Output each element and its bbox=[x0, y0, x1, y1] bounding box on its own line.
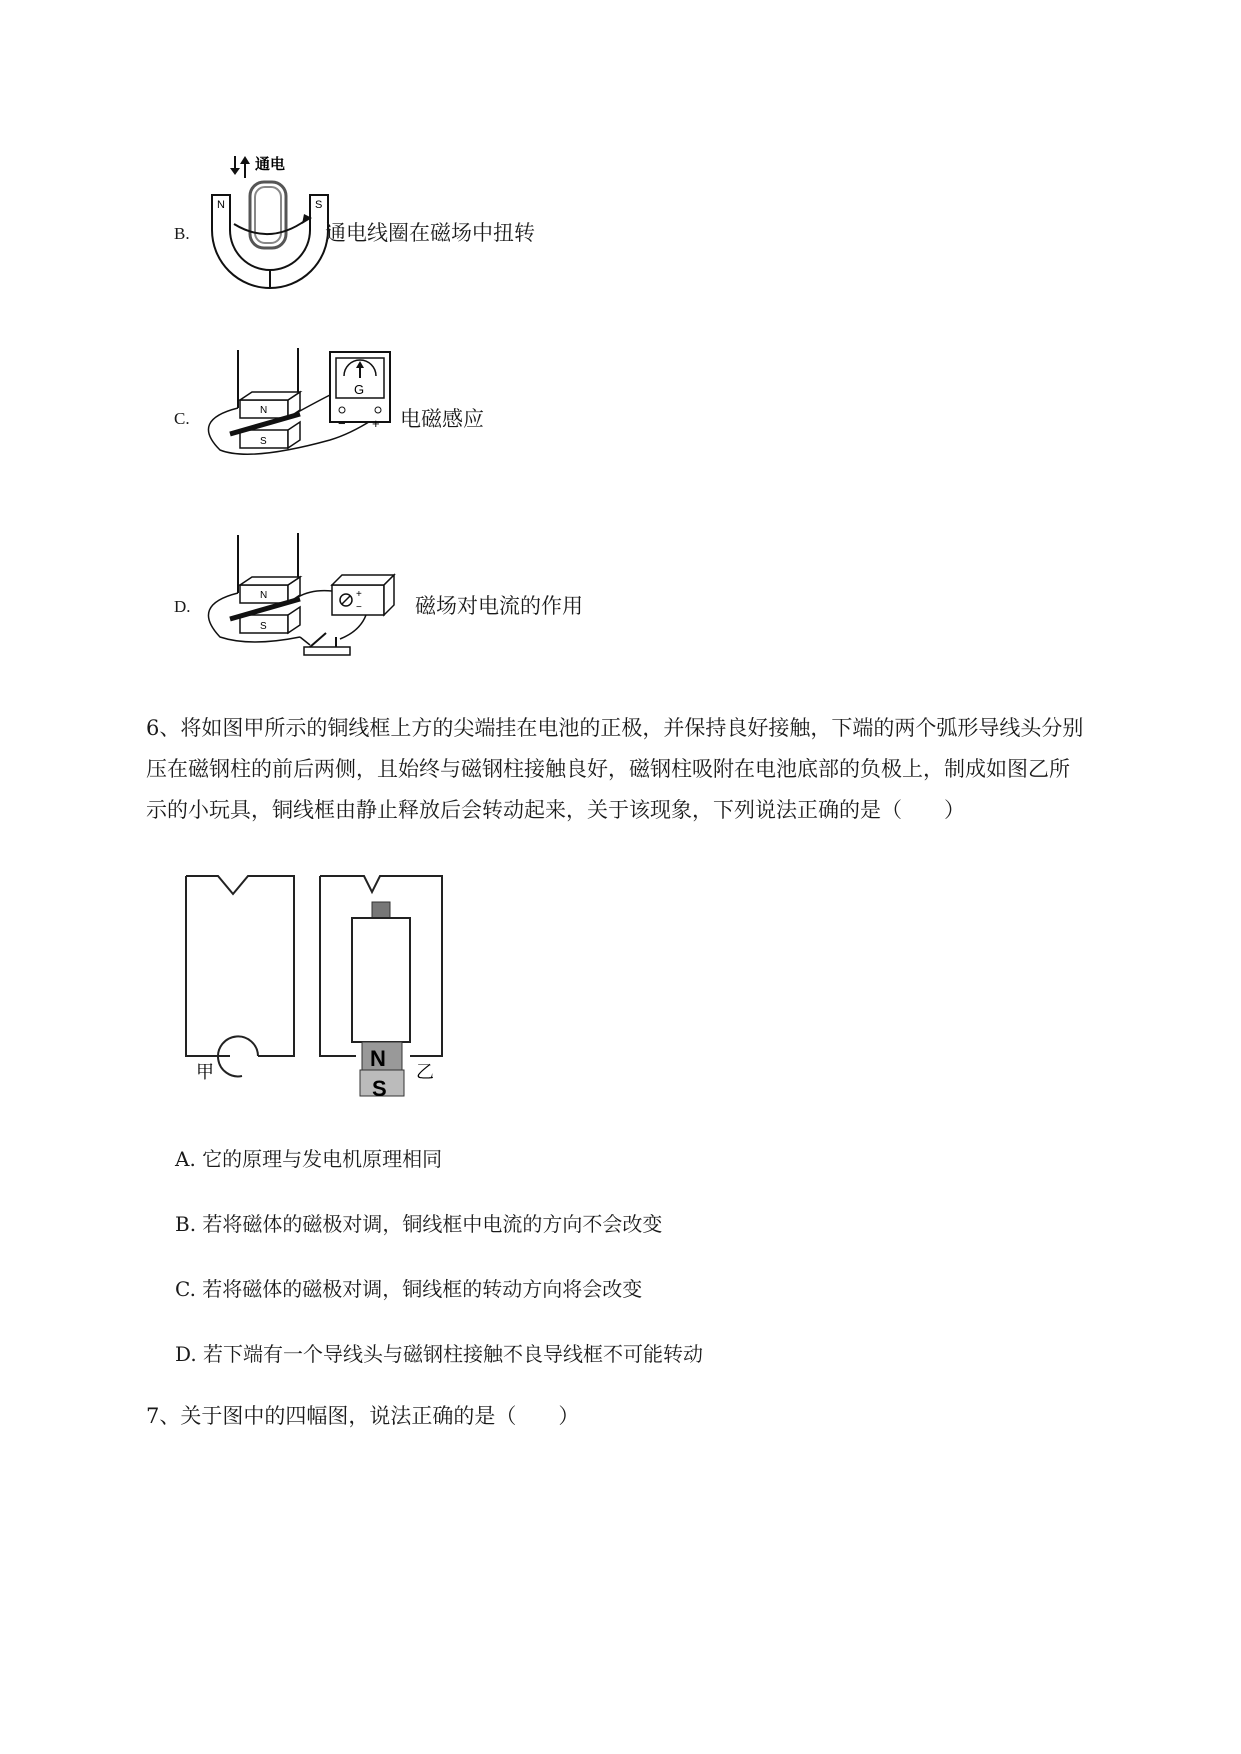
plus-terminal-label: + bbox=[372, 416, 380, 431]
figure-jia-label: 甲 bbox=[196, 1062, 214, 1082]
option-d-caption: 磁场对电流的作用 bbox=[415, 594, 583, 618]
lower-s-label: S bbox=[260, 621, 267, 632]
minus-terminal-label: − bbox=[356, 602, 362, 613]
option-d-letter: D. bbox=[174, 597, 191, 616]
magnet-s-label: S bbox=[315, 199, 323, 211]
question-7-text: 7、关于图中的四幅图，说法正确的是（ ） bbox=[146, 1404, 580, 1428]
upper-n-label: N bbox=[260, 405, 268, 416]
option-c-letter: C. bbox=[174, 409, 190, 428]
q6-option-a: A. 它的原理与发电机原理相同 bbox=[175, 1147, 443, 1171]
option-b-caption: 通电线圈在磁场中扭转 bbox=[325, 221, 535, 245]
option-b-letter: B. bbox=[174, 224, 190, 243]
question-6-line: 压在磁钢柱的前后两侧，且始终与磁钢柱接触良好，磁钢柱吸附在电池底部的负极上，制成如图乙所 bbox=[146, 757, 1070, 781]
electromagnetic-induction-figure bbox=[200, 350, 400, 470]
q6-option-d: D. 若下端有一个导线头与磁钢柱接触不良导线框不可能转动 bbox=[175, 1342, 704, 1366]
q6-option-c: C. 若将磁体的磁极对调，铜线框的转动方向将会改变 bbox=[175, 1277, 643, 1301]
lower-s-label: S bbox=[260, 436, 267, 447]
question-6-text bbox=[146, 708, 1156, 831]
galvanometer-g-label: G bbox=[354, 382, 365, 397]
magnet-n-label: N bbox=[370, 1046, 386, 1071]
copper-frame-figure bbox=[180, 870, 460, 1101]
minus-terminal-label: − bbox=[338, 416, 346, 431]
magnetic-force-figure bbox=[200, 535, 410, 665]
figure-yi-label: 乙 bbox=[416, 1062, 434, 1082]
question-6-line: 6、将如图甲所示的铜线框上方的尖端挂在电池的正极，并保持良好接触，下端的两个弧形导线头分别 bbox=[146, 716, 1084, 740]
q6-option-b: B. 若将磁体的磁极对调，铜线框中电流的方向不会改变 bbox=[175, 1212, 663, 1236]
option-c-caption: 电磁感应 bbox=[400, 407, 484, 431]
magnet-n-label: N bbox=[217, 199, 225, 211]
plus-terminal-label: + bbox=[356, 589, 362, 600]
magnet-s-label: S bbox=[372, 1076, 387, 1101]
coil-in-magnet-figure bbox=[200, 150, 340, 300]
question-6-line: 示的小玩具，铜线框由静止释放后会转动起来，关于该现象，下列说法正确的是（ ） bbox=[146, 798, 965, 822]
upper-n-label: N bbox=[260, 590, 268, 601]
current-label: 通电 bbox=[255, 156, 286, 173]
